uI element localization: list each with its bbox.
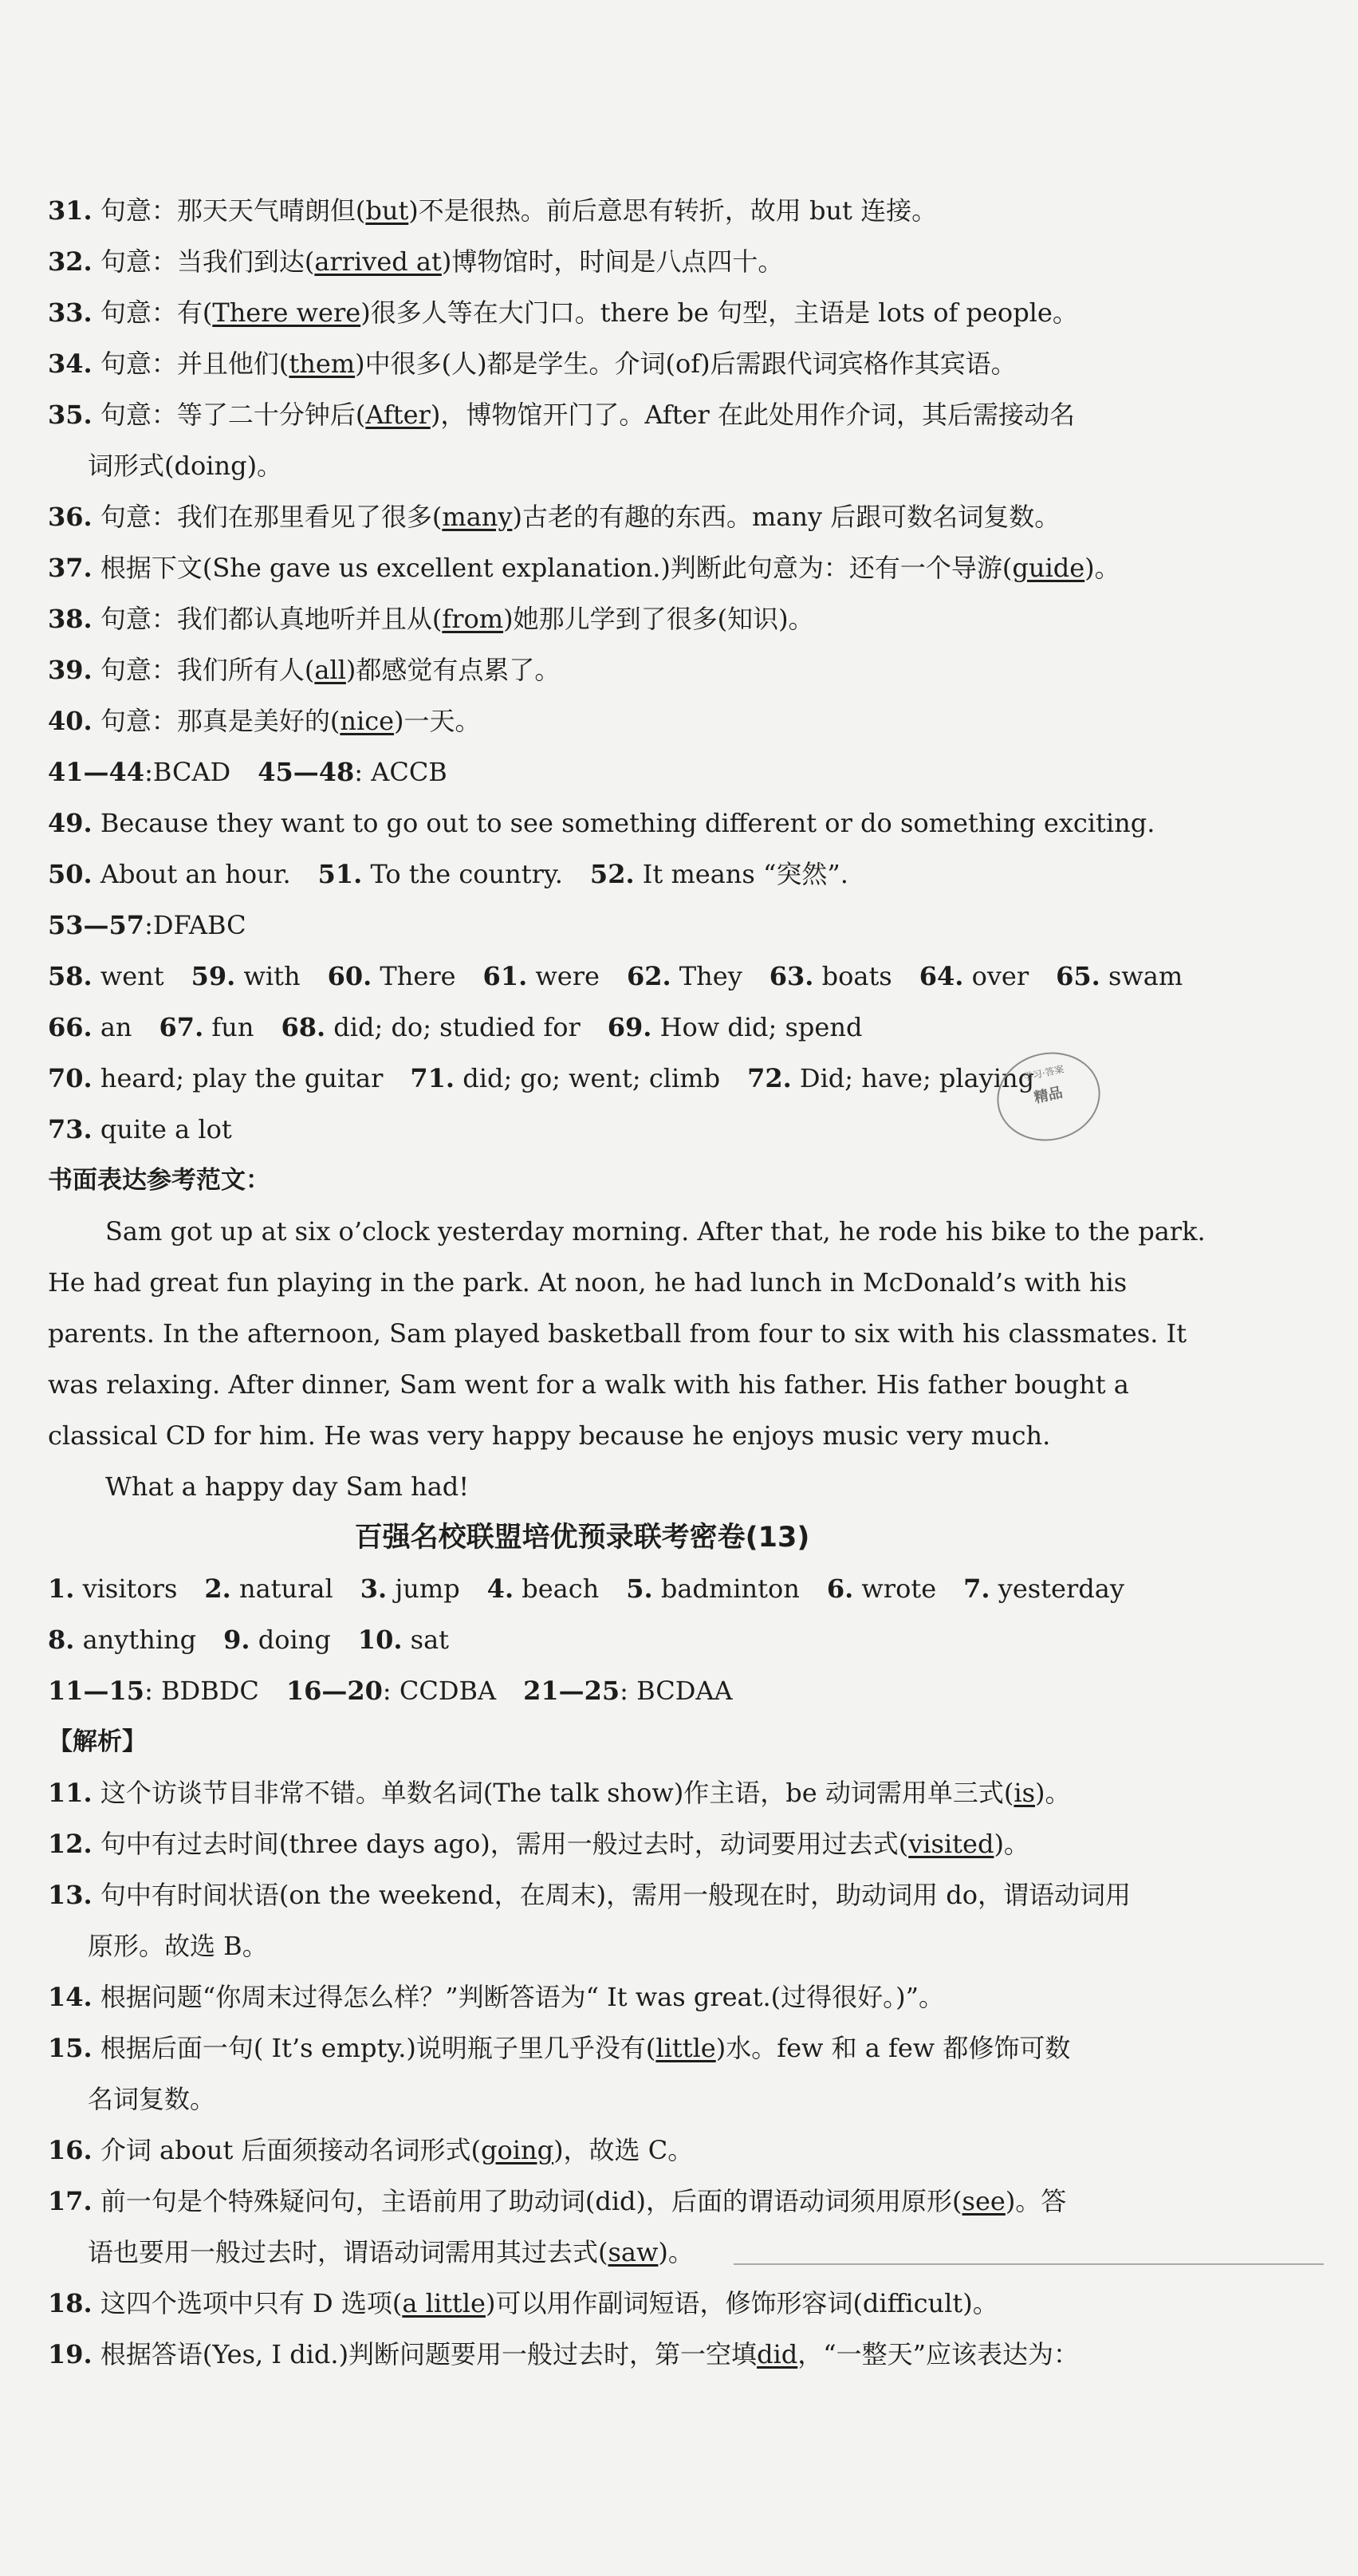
essay-line: He had great fun playing in the park. At noon, he had lunch in McDonald’s with his [48,1267,1128,1298]
analysis-15: 15. 根据后面一句( It’s empty.)说明瓶子里几乎没有(little)水。few 和 a few 都修饰可数 [48,2033,1071,2063]
analysis-15-cont: 名词复数。 [88,2084,216,2114]
divider-line [734,2263,1324,2265]
answer-word: nice [340,706,395,736]
answer-31: 31. 句意：那天天气晴朗但(but)不是很热。前后意思有转折，故用 but 连接。 [48,195,938,226]
answer-word: but [365,195,409,226]
answer-1-7: 1. visitors 2. natural 3. jump 4. beach 5. badminton 6. wrote 7. yesterday [48,1574,1124,1604]
section-title: 百强名校联盟培优预录联考密卷(13) [354,1522,810,1554]
answer-word: arrived at [314,246,442,277]
analysis-11: 11. 这个访谈节目非常不错。单数名词(The talk show)作主语，be 动词需用单三式(is)。 [48,1778,1071,1808]
analysis-13: 13. 句中有时间状语(on the weekend，在周末)，需用一般现在时，助动词用 do，谓语动词用 [48,1880,1132,1910]
answer-40: 40. 句意：那真是美好的(nice)一天。 [48,706,481,736]
analysis-18: 18. 这四个选项中只有 D 选项(a little)可以用作副词短语，修饰形容词(difficult)。 [48,2288,998,2318]
analysis-16: 16. 介词 about 后面须接动名词形式(going)，故选 C。 [48,2135,694,2165]
answer-32: 32. 句意：当我们到达(arrived at)博物馆时，时间是八点四十。 [48,246,784,277]
analysis-17: 17. 前一句是个特殊疑问句，主语前用了助动词(did)，后面的谓语动词须用原形(see)。答 [48,2186,1067,2216]
essay-heading: 书面表达参考范文： [48,1166,270,1195]
answer-33: 33. 句意：有(There were)很多人等在大门口。there be 句型，主语是 lots of people。 [48,297,1078,328]
analysis-heading: 【解析】 [48,1727,147,1756]
answer-49: 49. Because they want to go out to see something different or do something exciting. [48,808,1155,838]
answer-35-cont: 词形式(doing)。 [88,451,283,481]
answer-39: 39. 句意：我们所有人(all)都感觉有点累了。 [48,655,561,685]
essay-line: What a happy day Sam had! [105,1471,470,1502]
answer-word: is [1014,1778,1036,1808]
essay-line: classical CD for him. He was very happy because he enjoys music very much. [48,1420,1051,1451]
answer-word: There were [212,297,361,328]
analysis-19: 19. 根据答语(Yes, I did.)判断问题要用一般过去时，第一空填did，“一整天”应该表达为： [48,2339,1079,2369]
answer-11-25: 11—15: BDBDC 16—20: CCDBA 21—25: BCDAA [48,1676,733,1706]
answer-50-52: 50. About an hour. 51. To the country. 52. It means “突然”. [48,859,848,889]
answer-38: 38. 句意：我们都认真地听并且从(from)她那儿学到了很多(知识)。 [48,604,814,634]
answer-word: visited [908,1829,994,1859]
answer-word: all [314,655,346,685]
answer-41-48: 41—44:BCAD 45—48: ACCB [48,757,447,787]
answer-35: 35. 句意：等了二十分钟后(After)，博物馆开门了。After 在此处用作介词，其后需接动名 [48,400,1075,430]
answer-36: 36. 句意：我们在那里看见了很多(many)古老的有趣的东西。many 后跟可数名词复数。 [48,502,1061,532]
answer-58-65: 58. went 59. with 60. There 61. were 62. They 63. boats 64. over 65. swam [48,961,1183,991]
analysis-14: 14. 根据问题“你周末过得怎么样？”判断答语为“ It was great.(过得很好。)”。 [48,1982,944,2012]
answer-word: many [442,502,513,532]
answer-34: 34. 句意：并且他们(them)中很多(人)都是学生。介词(of)后需跟代词宾格作其宾语。 [48,349,1017,379]
answer-word: After [365,400,431,430]
essay-line: Sam got up at six o’clock yesterday morning. After that, he rode his bike to the park. [105,1216,1206,1247]
answer-37: 37. 根据下文(She gave us excellent explanation.)判断此句意为：还有一个导游(guide)。 [48,553,1120,583]
answer-66-69: 66. an 67. fun 68. did; do; studied for 69. How did; spend [48,1012,863,1042]
answer-word: a little [402,2288,486,2318]
answer-word: guide [1012,553,1085,583]
answer-70-72: 70. heard; play the guitar 71. did; go; went; climb 72. Did; have; playing [48,1063,1035,1093]
answer-53-57: 53—57:DFABC [48,910,246,940]
essay-line: was relaxing. After dinner, Sam went for a walk with his father. His father bought a [48,1369,1129,1400]
analysis-17-cont: 语也要用一般过去时，谓语动词需用其过去式(saw)。 [88,2237,694,2267]
answer-word: them [289,349,356,379]
analysis-12: 12. 句中有过去时间(three days ago)，需用一般过去时，动词要用过去式(visited)。 [48,1829,1029,1859]
answer-73: 73. quite a lot [48,1114,232,1144]
answer-word: from [442,604,504,634]
analysis-13-cont: 原形。故选 B。 [88,1931,268,1961]
answer-column [48,185,1206,2380]
answer-word: saw [608,2237,659,2267]
answer-8-10: 8. anything 9. doing 10. sat [48,1625,449,1655]
answer-word: see [962,2186,1006,2216]
answer-word: little [655,2033,716,2063]
stamp-icon: 学习·答案 精品 [989,1043,1108,1151]
answer-word: going [480,2135,554,2165]
answer-word: did [757,2339,798,2369]
essay-line: parents. In the afternoon, Sam played basketball from four to six with his classmates. It [48,1318,1187,1349]
